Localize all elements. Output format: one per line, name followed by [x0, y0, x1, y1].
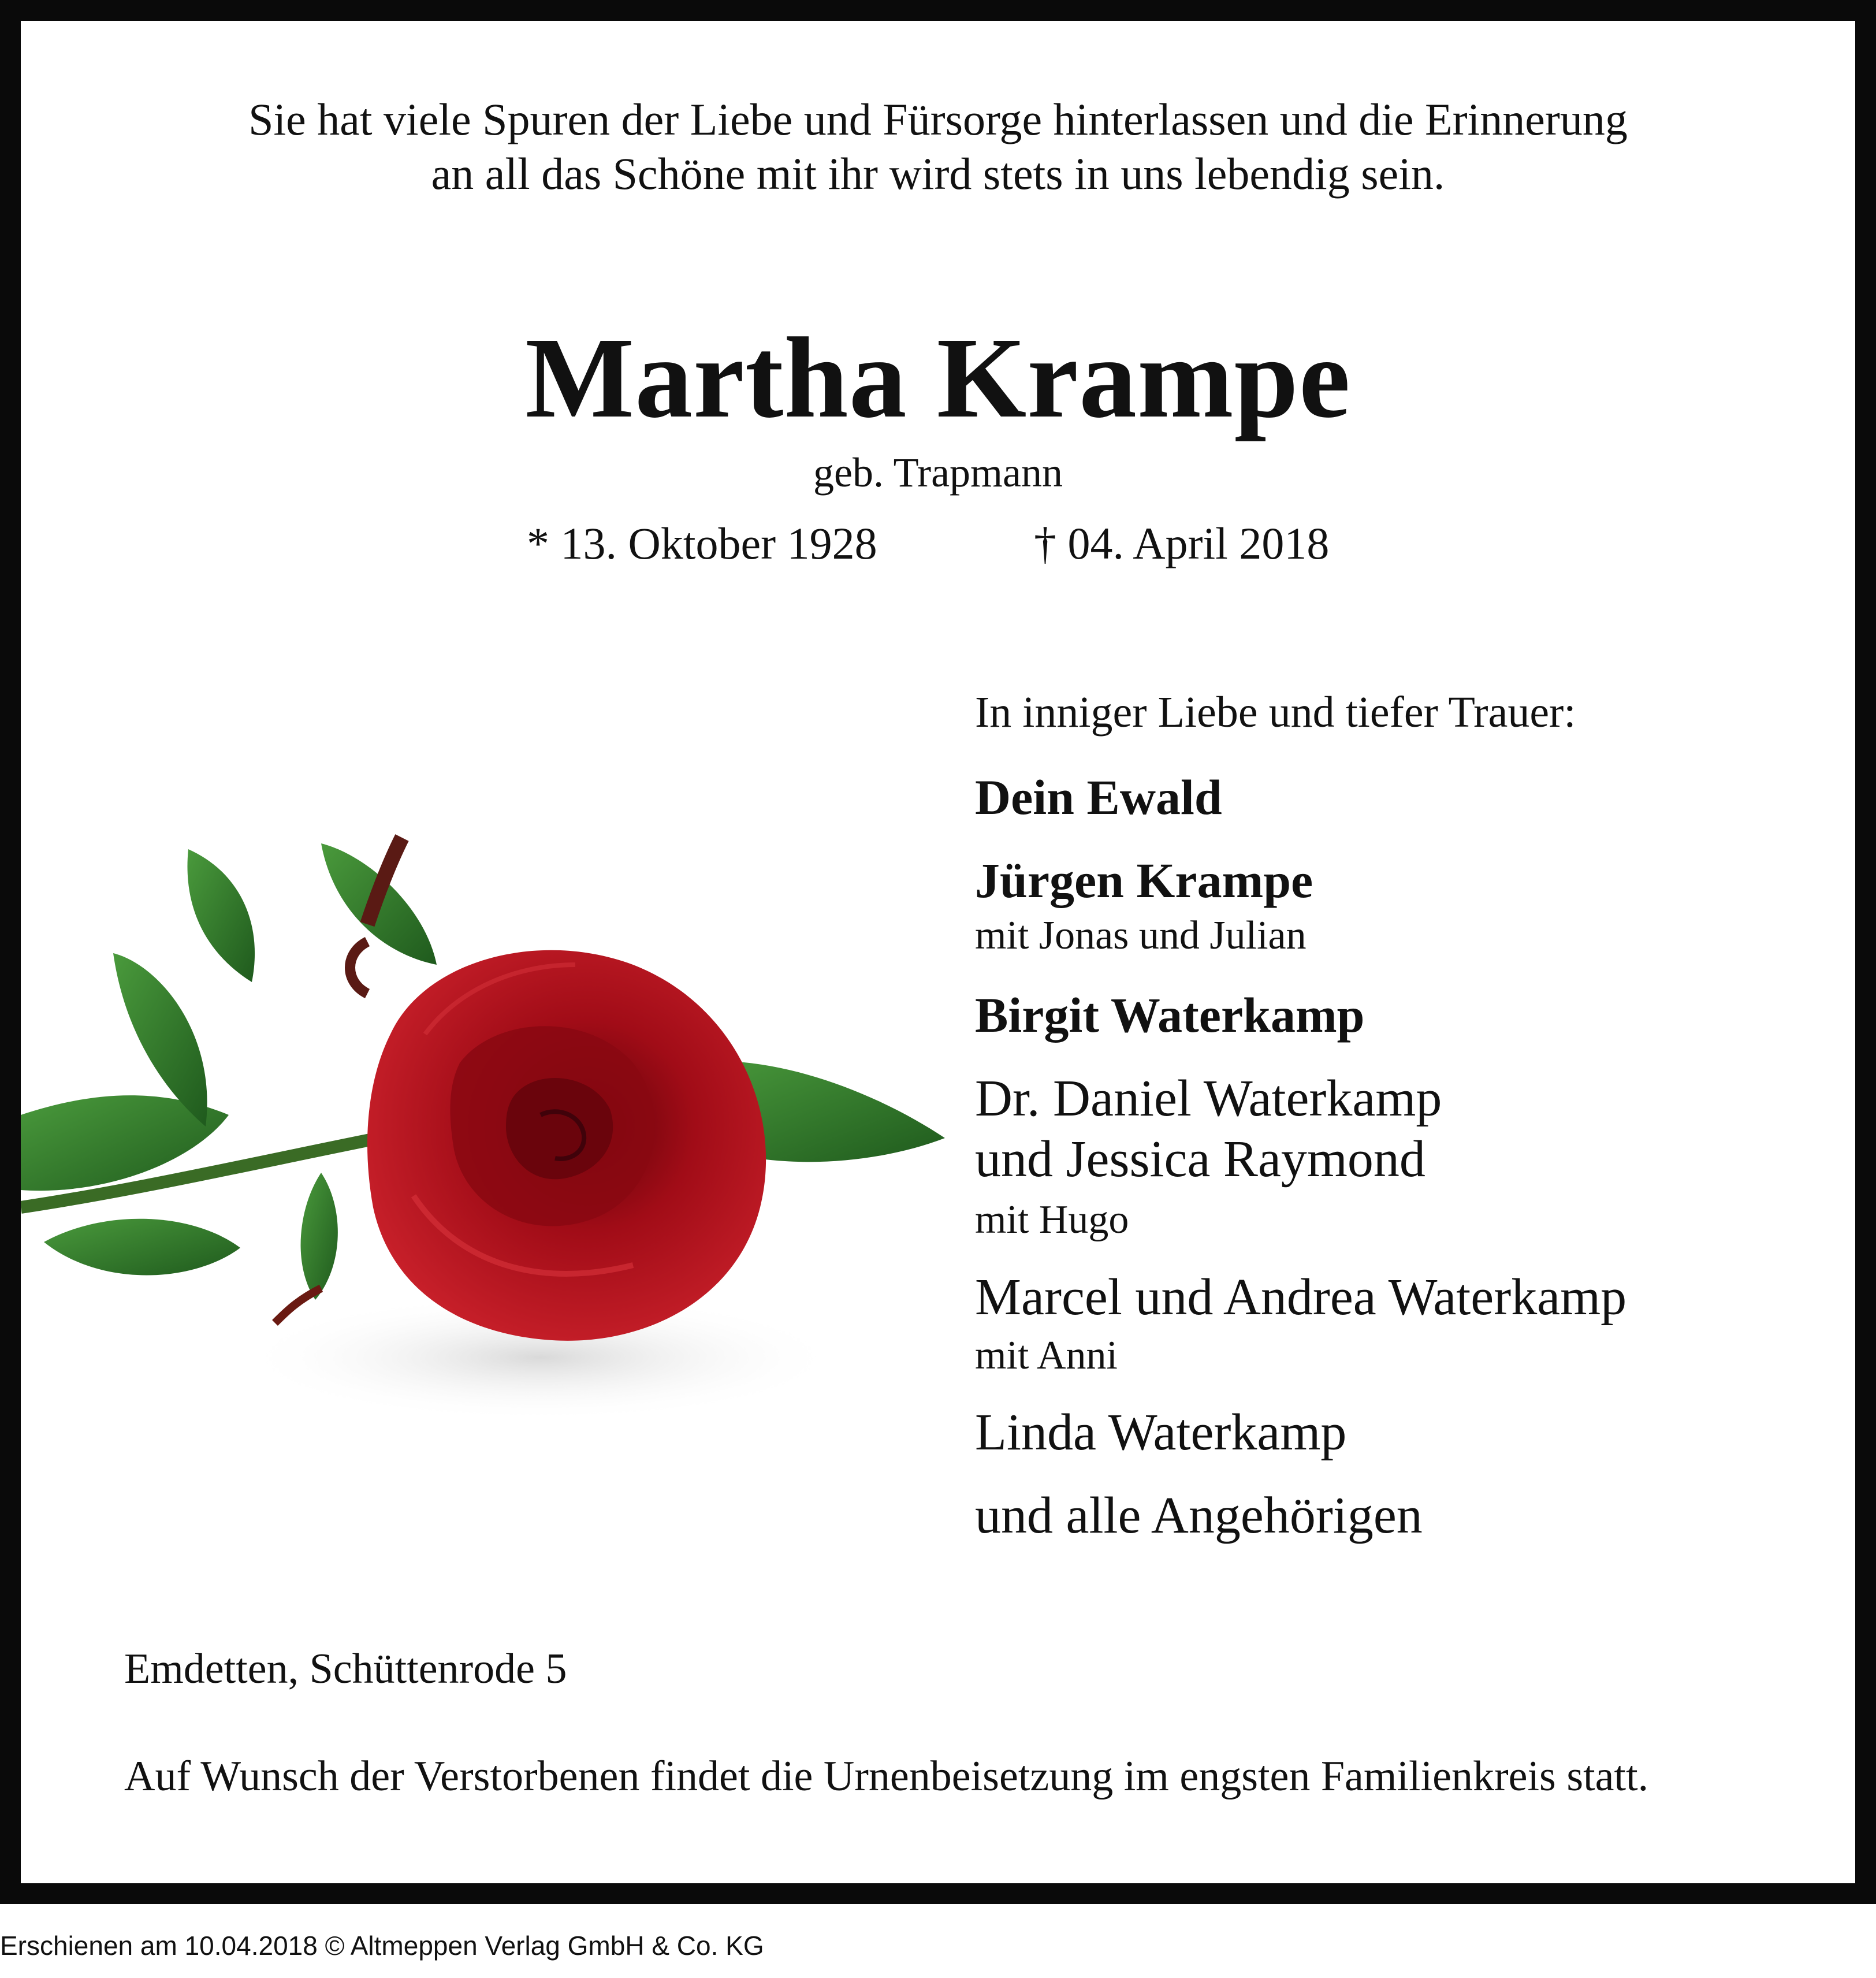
address: Emdetten, Schüttenrode 5	[124, 1645, 567, 1693]
deceased-name: Martha Krampe	[525, 314, 1351, 442]
publication-credit: Erschienen am 10.04.2018 © Altmeppen Verlag GmbH & Co. KG	[0, 1931, 764, 1961]
mourner-sub: mit Anni	[975, 1333, 1118, 1378]
mourner-name: Jürgen Krampe	[975, 853, 1313, 908]
mourner-sub: mit Hugo	[975, 1198, 1129, 1242]
mourner-name: Birgit Waterkamp	[975, 987, 1365, 1043]
mourner-name: Dein Ewald	[975, 769, 1222, 825]
quote-line-2: an all das Schöne mit ihr wird stets in uns lebendig sein.	[431, 148, 1445, 199]
mourner-name: Linda Waterkamp	[975, 1404, 1347, 1461]
mourners-intro: In inniger Liebe und tiefer Trauer:	[975, 688, 1576, 737]
mourner-sub: mit Jonas und Julian	[975, 913, 1306, 958]
death-date: † 04. April 2018	[1034, 518, 1330, 568]
birth-name: geb. Trapmann	[813, 449, 1063, 496]
mourner-name: Dr. Daniel Waterkamp	[975, 1070, 1442, 1127]
rose-image	[21, 791, 956, 1496]
mourner-name: Marcel und Andrea Waterkamp	[975, 1269, 1627, 1326]
mourner-name: und alle Angehörigen	[975, 1487, 1423, 1544]
burial-notice: Auf Wunsch der Verstorbenen findet die Urnenbeisetzung im engsten Familienkreis statt.	[124, 1753, 1649, 1800]
quote-line-1: Sie hat viele Spuren der Liebe und Fürsorge hinterlassen und die Erinnerung	[248, 94, 1628, 144]
birth-date: * 13. Oktober 1928	[527, 518, 877, 568]
mourner-name: und Jessica Raymond	[975, 1131, 1425, 1188]
